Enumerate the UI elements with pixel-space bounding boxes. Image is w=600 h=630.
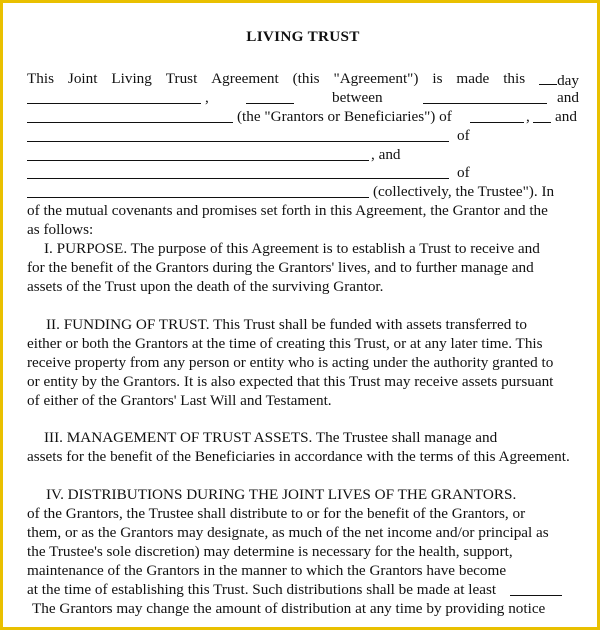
grantor-city-blank[interactable] — [470, 108, 524, 123]
trustee-1-name-blank[interactable] — [27, 127, 449, 142]
intro-line-9: as follows: — [27, 221, 94, 238]
distributions-line-1: IV. DISTRIBUTIONS DURING THE JOINT LIVES OF THE GRANTORS. — [46, 486, 517, 503]
document-title: LIVING TRUST — [246, 28, 360, 45]
grantor-state-blank[interactable] — [533, 108, 551, 123]
trustee-1-address-blank[interactable] — [27, 146, 369, 161]
funding-line-4: or entity by the Grantors. It is also expected that this Trust may receive assets pursuant — [27, 373, 554, 390]
distributions-line-2: of the Grantors, the Trustee shall distribute to or for the benefit of the Grantors, or — [27, 505, 526, 522]
funding-line-5: of either of the Grantors' Last Will and Testament. — [27, 392, 332, 409]
funding-line-1: II. FUNDING OF TRUST. This Trust shall be funded with assets transferred to — [46, 316, 527, 333]
grantor-1-name-blank[interactable] — [423, 89, 547, 104]
intro-line-1: This Joint Living Trust Agreement (this "Agreement") is made this day — [27, 70, 579, 89]
trustee-2-address-blank[interactable] — [27, 183, 369, 198]
purpose-line-3: assets of the Trust upon the death of the surviving Grantor. — [27, 278, 384, 295]
purpose-line-2: for the benefit of the Grantors during the Grantors' lives, and to further manage and — [27, 259, 534, 276]
trustee-2-name-blank[interactable] — [27, 164, 449, 179]
month-blank[interactable] — [27, 89, 201, 104]
funding-line-2: either or both the Grantors at the time of creating this Trust, or at any later time. This — [27, 335, 543, 352]
management-line-2: assets for the benefit of the Beneficiaries in accordance with the terms of this Agreement. — [27, 448, 570, 465]
day-blank[interactable] — [539, 70, 557, 85]
intro-line-8: of the mutual covenants and promises set forth in this Agreement, the Grantor and the — [27, 202, 548, 219]
year-blank[interactable] — [246, 89, 294, 104]
distributions-line-4: the Trustee's sole discretion) may determine is necessary for the health, support, — [27, 543, 513, 560]
distributions-line-7: The Grantors may change the amount of distribution at any time by providing notice — [32, 600, 546, 617]
distributions-line-3: them, or as the Grantors may designate, as much of the net income and/or principal as — [27, 524, 549, 541]
funding-line-3: receive property from any person or entity who is acting under the authority granted to — [27, 354, 554, 371]
document-frame: LIVING TRUST This Joint Living Trust Agreement (this "Agreement") is made this day , between and (the "Grantors or Beneficiaries") of , and of , and of (collectively, the Trustee"). In of the mutual covenants and promises set forth in this Agreement, the Grantor and the as follows: I. PURPOSE. The purpose of this Agreement is to establish a Trust to receive and for the benefit of the Grantors during the Grantors' lives, and to further manage and assets of the Trust upon the death of the surviving Grantor. II. FUNDING OF TRUST. This Trust shall be funded with assets transferred to either or both the Grantors at the time of creating this Trust, or at any later time. This receive property from any person or entity who is acting under the authority granted to or entity by the Grantors. It is also expected that this Trust may receive assets pursuant of either of the Grantors' Last Will and Testament. III. MANAGEMENT OF TRUST ASSETS. The Trustee shall manage and assets for the benefit of the Beneficiaries in accordance with the terms of this Agreement. IV. DISTRIBUTIONS DURING THE JOINT LIVES OF THE GRANTORS. of the Grantors, the Trustee shall distribute to or for the benefit of the Grantors, or them, or as the Grantors may designate, as much of the net income and/or principal as the Trustee's sole discretion) may determine is necessary for the health, support, maintenance of the Grantors in the manner to which the Grantors have become at the time of establishing this Trust. Such distributions shall be made at least The Grantors may change the amount of distribution at any time by providing notice — [0, 0, 600, 630]
grantor-2-name-blank[interactable] — [27, 108, 233, 123]
distributions-line-5: maintenance of the Grantors in the manner to which the Grantors have become — [27, 562, 507, 579]
frequency-blank[interactable] — [510, 581, 562, 596]
purpose-line-1: I. PURPOSE. The purpose of this Agreement is to establish a Trust to receive and — [44, 240, 540, 257]
management-line-1: III. MANAGEMENT OF TRUST ASSETS. The Trustee shall manage and — [44, 429, 498, 446]
distributions-line-6: at the time of establishing this Trust. Such distributions shall be made at least — [27, 581, 579, 600]
